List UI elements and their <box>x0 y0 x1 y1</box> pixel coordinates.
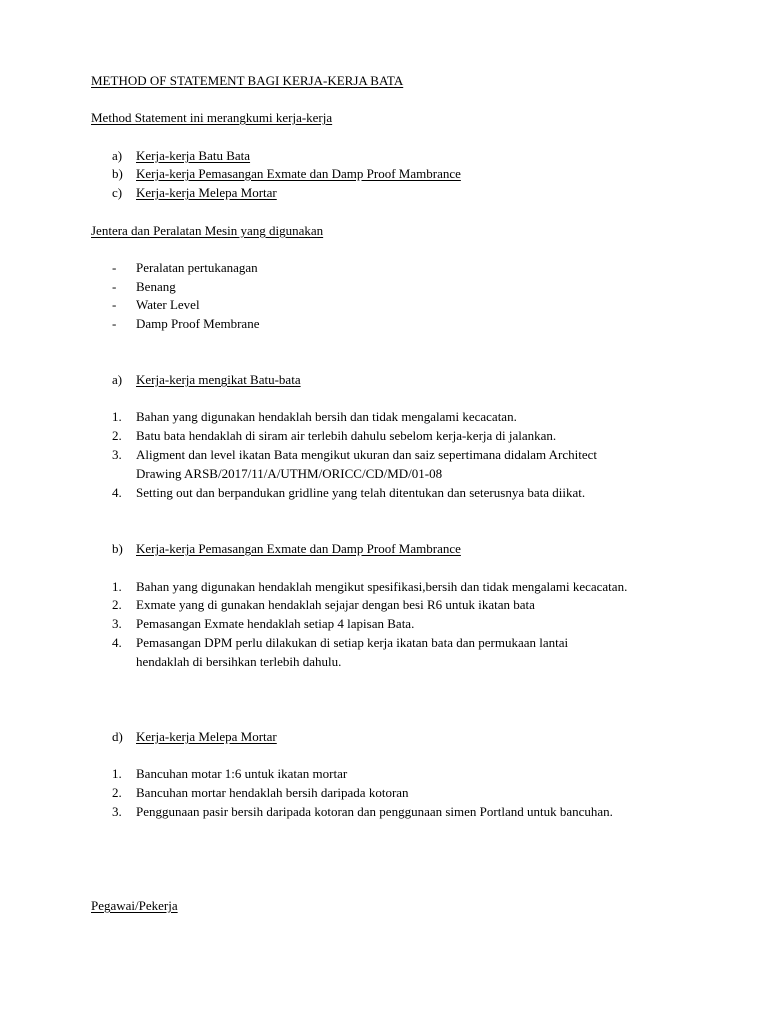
list-marker: - <box>112 260 117 275</box>
list-item-text: Bahan yang digunakan hendaklah bersih dan tidak mengalami kecacatan. <box>136 409 517 424</box>
section-marker: d) <box>112 729 123 744</box>
list-marker: 4. <box>112 635 122 650</box>
list-marker: c) <box>112 185 123 200</box>
list-item-text: Aligment dan level ikatan Bata mengikut ukuran dan saiz sepertimana didalam Architect <box>136 447 597 462</box>
list-item-text: Kerja-kerja Pemasangan Exmate dan Damp Proof Mambrance <box>136 166 461 181</box>
list-marker: - <box>112 279 117 294</box>
list-marker: 3. <box>112 447 122 462</box>
list-marker: 2. <box>112 785 122 800</box>
list-item-text: Damp Proof Membrane <box>136 316 260 331</box>
section-title: Kerja-kerja Melepa Mortar <box>136 729 277 744</box>
list-item-text: Bancuhan mortar hendaklah bersih daripada kotoran <box>136 785 409 800</box>
list-item-text: Benang <box>136 279 176 294</box>
list-item-text: Peralatan pertukanagan <box>136 260 258 275</box>
list-item-text: Pemasangan Exmate hendaklah setiap 4 lapisan Bata. <box>136 616 415 631</box>
list-item-text: Pemasangan DPM perlu dilakukan di setiap kerja ikatan bata dan permukaan lantai <box>136 635 569 650</box>
list-item-text: Exmate yang di gunakan hendaklah sejajar dengan besi R6 untuk ikatan bata <box>136 597 535 612</box>
section-marker: a) <box>112 372 123 387</box>
list-marker: 1. <box>112 409 122 424</box>
list-marker: 2. <box>112 597 122 612</box>
list-marker: 1. <box>112 579 122 594</box>
list-marker: - <box>112 316 117 331</box>
list-marker: 2. <box>112 428 122 443</box>
list-item-text: Water Level <box>136 297 200 312</box>
list-marker: b) <box>112 166 123 181</box>
list-marker: a) <box>112 148 123 163</box>
summary-heading: Method Statement ini merangkumi kerja-kerja <box>91 110 333 125</box>
list-marker: 1. <box>112 766 122 781</box>
equipment-heading: Jentera dan Peralatan Mesin yang digunakan <box>91 223 324 238</box>
list-item-text: Kerja-kerja Melepa Mortar <box>136 185 277 200</box>
staff-heading: Pegawai/Pekerja <box>91 898 178 913</box>
list-item-text: hendaklah di bersihkan terlebih dahulu. <box>136 654 342 669</box>
list-item-text: Bancuhan motar 1:6 untuk ikatan mortar <box>136 766 348 781</box>
list-marker: - <box>112 297 117 312</box>
list-marker: 3. <box>112 804 122 819</box>
section-title: Kerja-kerja Pemasangan Exmate dan Damp Proof Mambrance <box>136 541 461 556</box>
section-title: Kerja-kerja mengikat Batu-bata <box>136 372 301 387</box>
list-item-text: Bahan yang digunakan hendaklah mengikut spesifikasi,bersih dan tidak mengalami kecacatan. <box>136 579 628 594</box>
document-title: METHOD OF STATEMENT BAGI KERJA-KERJA BATA <box>91 73 404 88</box>
list-item-text: Kerja-kerja Batu Bata <box>136 148 251 163</box>
list-marker: 4. <box>112 485 122 500</box>
list-item-text: Setting out dan berpandukan gridline yang telah ditentukan dan seterusnya bata diikat. <box>136 485 586 500</box>
list-item-text: Drawing ARSB/2017/11/A/UTHM/ORICC/CD/MD/01-08 <box>136 466 443 481</box>
list-item-text: Batu bata hendaklah di siram air terlebih dahulu sebelom kerja-kerja di jalankan. <box>136 428 557 443</box>
section-marker: b) <box>112 541 123 556</box>
list-marker: 3. <box>112 616 122 631</box>
list-item-text: Penggunaan pasir bersih daripada kotoran dan penggunaan simen Portland untuk bancuhan. <box>136 804 613 819</box>
